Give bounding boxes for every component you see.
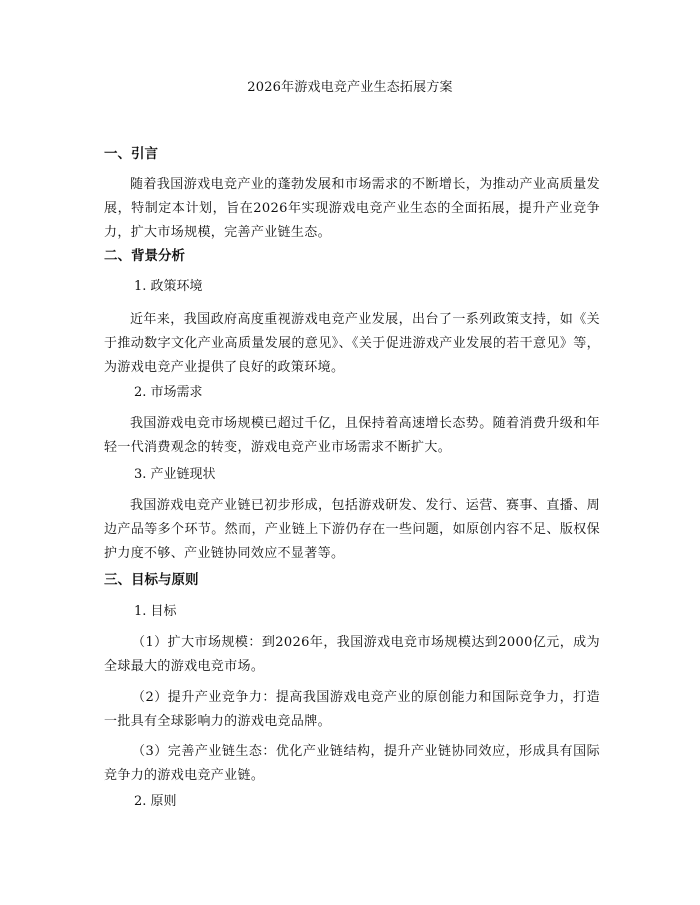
section-heading-introduction: 一、引言 <box>104 146 158 162</box>
industry-chain-label: 3. 产业链现状 <box>134 467 216 482</box>
market-demand-paragraph: 我国游戏电竞市场规模已超过千亿，且保持着高速增长态势。随着消费升级和年轻一代消费观念的转变，游戏电竞产业市场需求不断扩大。 <box>104 416 600 455</box>
policy-environment-paragraph: 近年来，我国政府高度重视游戏电竞产业发展，出台了一系列政策支持，如《关于推动数字文化产业高质量发展的意见》、《关于促进游戏产业发展的若干意见》等，为游戏电竞产业提供了良好的政策环境。 <box>104 312 600 375</box>
goals-label: 1. 目标 <box>134 604 177 619</box>
document-title: 2026年游戏电竞产业生态拓展方案 <box>247 80 453 95</box>
goal-industry-chain: （3）完善产业链生态：优化产业链结构，提升产业链协同效应，形成具有国际竞争力的游戏电竞产业链。 <box>104 744 600 783</box>
section-heading-background: 二、背景分析 <box>104 248 185 264</box>
introduction-paragraph: 随着我国游戏电竞产业的蓬勃发展和市场需求的不断增长，为推动产业高质量发展，特制定本计划，旨在2026年实现游戏电竞产业生态的全面拓展，提升产业竞争力，扩大市场规模，完善产业链生态。 <box>104 177 600 240</box>
section-heading-goals-principles: 三、目标与原则 <box>104 572 199 588</box>
policy-environment-label: 1. 政策环境 <box>134 279 203 294</box>
market-demand-label: 2. 市场需求 <box>134 385 203 400</box>
industry-chain-paragraph: 我国游戏电竞产业链已初步形成，包括游戏研发、发行、运营、赛事、直播、周边产品等多个环节。然而，产业链上下游仍存在一些问题，如原创内容不足、版权保护力度不够、产业链协同效应不显著等。 <box>104 498 600 561</box>
goal-competitiveness: （2）提升产业竞争力：提高我国游戏电竞产业的原创能力和国际竞争力，打造一批具有全球影响力的游戏电竞品牌。 <box>104 690 600 729</box>
principles-label: 2. 原则 <box>134 794 177 809</box>
goal-market-scale: （1）扩大市场规模：到2026年，我国游戏电竞市场规模达到2000亿元，成为全球最大的游戏电竞市场。 <box>104 635 600 674</box>
